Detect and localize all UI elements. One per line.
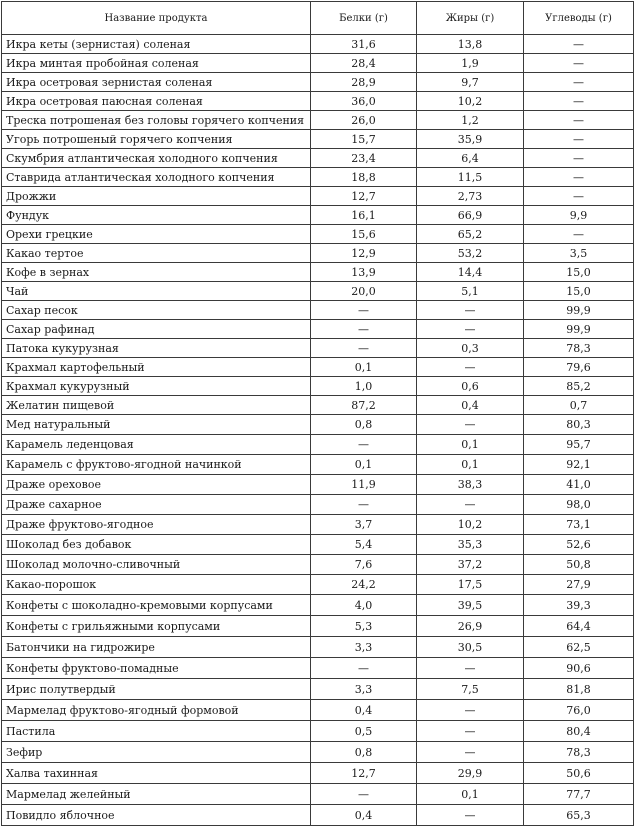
cell-protein: 1,0	[311, 377, 417, 396]
cell-product-name: Дрожжи	[2, 187, 311, 206]
cell-product-name: Пастила	[2, 721, 311, 742]
cell-carbs: 81,8	[524, 679, 634, 700]
cell-protein: 3,7	[311, 515, 417, 535]
cell-product-name: Повидло яблочное	[2, 805, 311, 826]
table-row	[2, 263, 634, 282]
cell-protein: 16,1	[311, 206, 417, 225]
cell-protein: 31,6	[311, 35, 417, 54]
cell-protein: 0,4	[311, 700, 417, 721]
table-row	[2, 92, 634, 111]
cell-carbs: 90,6	[524, 658, 634, 679]
table-row	[2, 515, 634, 535]
header-carbs: Углеводы (г)	[524, 2, 634, 35]
table-row	[2, 784, 634, 805]
cell-carbs: 50,6	[524, 763, 634, 784]
cell-protein: 0,4	[311, 805, 417, 826]
cell-protein: 15,6	[311, 225, 417, 244]
cell-protein: 26,0	[311, 111, 417, 130]
cell-fat: 17,5	[417, 575, 524, 595]
cell-product-name: Икра осетровая зернистая соленая	[2, 73, 311, 92]
cell-product-name: Мармелад желейный	[2, 784, 311, 805]
cell-protein: 18,8	[311, 168, 417, 187]
cell-protein: 5,3	[311, 616, 417, 637]
cell-fat: —	[417, 358, 524, 377]
table-row	[2, 339, 634, 358]
cell-protein: 87,2	[311, 396, 417, 415]
cell-carbs: 0,7	[524, 396, 634, 415]
cell-product-name: Драже фруктово-ягодное	[2, 515, 311, 535]
cell-carbs: 80,4	[524, 721, 634, 742]
cell-carbs: —	[524, 168, 634, 187]
cell-protein: —	[311, 320, 417, 339]
cell-fat: 39,5	[417, 595, 524, 616]
cell-carbs: 3,5	[524, 244, 634, 263]
table-row	[2, 358, 634, 377]
cell-product-name: Шоколад без добавок	[2, 535, 311, 555]
cell-fat: 0,1	[417, 784, 524, 805]
table-row	[2, 637, 634, 658]
cell-fat: 1,2	[417, 111, 524, 130]
cell-product-name: Икра кеты (зернистая) соленая	[2, 35, 311, 54]
cell-carbs: —	[524, 92, 634, 111]
table-row	[2, 435, 634, 455]
cell-product-name: Сахар песок	[2, 301, 311, 320]
cell-product-name: Орехи грецкие	[2, 225, 311, 244]
cell-product-name: Драже ореховое	[2, 475, 311, 495]
cell-product-name: Какао тертое	[2, 244, 311, 263]
table-row	[2, 168, 634, 187]
cell-fat: 0,4	[417, 396, 524, 415]
cell-product-name: Фундук	[2, 206, 311, 225]
table-row	[2, 475, 634, 495]
cell-carbs: —	[524, 73, 634, 92]
cell-carbs: 65,3	[524, 805, 634, 826]
table-row	[2, 742, 634, 763]
cell-product-name: Шоколад молочно-сливочный	[2, 555, 311, 575]
cell-fat: —	[417, 721, 524, 742]
cell-protein: 0,5	[311, 721, 417, 742]
cell-carbs: 98,0	[524, 495, 634, 515]
cell-protein: —	[311, 301, 417, 320]
cell-product-name: Конфеты с шоколадно-кремовыми корпусами	[2, 595, 311, 616]
table-row	[2, 244, 634, 263]
table-row	[2, 595, 634, 616]
cell-fat: —	[417, 805, 524, 826]
cell-fat: 26,9	[417, 616, 524, 637]
table-row	[2, 575, 634, 595]
table-row	[2, 320, 634, 339]
cell-fat: 29,9	[417, 763, 524, 784]
cell-protein: 0,1	[311, 455, 417, 475]
cell-product-name: Мед натуральный	[2, 415, 311, 435]
cell-fat: 10,2	[417, 515, 524, 535]
cell-carbs: 15,0	[524, 282, 634, 301]
cell-product-name: Зефир	[2, 742, 311, 763]
cell-protein: 24,2	[311, 575, 417, 595]
table-row	[2, 73, 634, 92]
cell-fat: —	[417, 415, 524, 435]
header-row	[2, 2, 634, 35]
cell-carbs: 78,3	[524, 339, 634, 358]
cell-product-name: Треска потрошеная без головы горячего копчения	[2, 111, 311, 130]
cell-fat: 37,2	[417, 555, 524, 575]
cell-carbs: —	[524, 54, 634, 73]
cell-fat: —	[417, 320, 524, 339]
header-fat: Жиры (г)	[417, 2, 524, 35]
table-row	[2, 301, 634, 320]
cell-product-name: Патока кукурузная	[2, 339, 311, 358]
table-row	[2, 535, 634, 555]
cell-carbs: 99,9	[524, 301, 634, 320]
cell-fat: —	[417, 700, 524, 721]
table-row	[2, 130, 634, 149]
cell-carbs: —	[524, 111, 634, 130]
table-body	[2, 35, 634, 826]
cell-product-name: Скумбрия атлантическая холодного копчения	[2, 149, 311, 168]
cell-product-name: Какао-порошок	[2, 575, 311, 595]
cell-protein: 28,4	[311, 54, 417, 73]
table-row	[2, 455, 634, 475]
cell-product-name: Сахар рафинад	[2, 320, 311, 339]
cell-product-name: Ставрида атлантическая холодного копчения	[2, 168, 311, 187]
cell-carbs: 52,6	[524, 535, 634, 555]
cell-fat: 0,1	[417, 435, 524, 455]
cell-protein: 36,0	[311, 92, 417, 111]
cell-product-name: Крахмал кукурузный	[2, 377, 311, 396]
cell-product-name: Драже сахарное	[2, 495, 311, 515]
cell-protein: 5,4	[311, 535, 417, 555]
cell-fat: 0,6	[417, 377, 524, 396]
cell-protein: —	[311, 435, 417, 455]
cell-fat: —	[417, 495, 524, 515]
cell-protein: 12,7	[311, 763, 417, 784]
cell-carbs: 85,2	[524, 377, 634, 396]
cell-fat: 66,9	[417, 206, 524, 225]
cell-carbs: 77,7	[524, 784, 634, 805]
table-row	[2, 679, 634, 700]
cell-fat: 10,2	[417, 92, 524, 111]
cell-fat: —	[417, 658, 524, 679]
cell-fat: 0,3	[417, 339, 524, 358]
cell-fat: 14,4	[417, 263, 524, 282]
table-row	[2, 187, 634, 206]
cell-protein: 12,7	[311, 187, 417, 206]
cell-product-name: Икра осетровая паюсная соленая	[2, 92, 311, 111]
table-row	[2, 658, 634, 679]
cell-product-name: Ирис полутвердый	[2, 679, 311, 700]
cell-fat: 9,7	[417, 73, 524, 92]
cell-fat: —	[417, 742, 524, 763]
table-row	[2, 396, 634, 415]
nutrition-table	[1, 1, 634, 826]
cell-carbs: 92,1	[524, 455, 634, 475]
cell-protein: 13,9	[311, 263, 417, 282]
table-row	[2, 763, 634, 784]
cell-carbs: 73,1	[524, 515, 634, 535]
cell-product-name: Конфеты с грильяжными корпусами	[2, 616, 311, 637]
cell-fat: 2,73	[417, 187, 524, 206]
table-row	[2, 149, 634, 168]
cell-protein: —	[311, 495, 417, 515]
cell-product-name: Угорь потрошеный горячего копчения	[2, 130, 311, 149]
table-row	[2, 111, 634, 130]
cell-carbs: 62,5	[524, 637, 634, 658]
cell-carbs: 9,9	[524, 206, 634, 225]
cell-product-name: Мармелад фруктово-ягодный формовой	[2, 700, 311, 721]
cell-fat: 65,2	[417, 225, 524, 244]
cell-fat: 30,5	[417, 637, 524, 658]
cell-fat: 35,3	[417, 535, 524, 555]
table-row	[2, 415, 634, 435]
cell-protein: 0,8	[311, 415, 417, 435]
cell-carbs: —	[524, 130, 634, 149]
cell-carbs: 95,7	[524, 435, 634, 455]
cell-carbs: 50,8	[524, 555, 634, 575]
cell-fat: 6,4	[417, 149, 524, 168]
table-row	[2, 721, 634, 742]
table-row	[2, 700, 634, 721]
cell-fat: 38,3	[417, 475, 524, 495]
cell-product-name: Карамель с фруктово-ягодной начинкой	[2, 455, 311, 475]
table-row	[2, 616, 634, 637]
table-row	[2, 54, 634, 73]
table-row	[2, 805, 634, 826]
cell-fat: 53,2	[417, 244, 524, 263]
cell-protein: 23,4	[311, 149, 417, 168]
cell-carbs: —	[524, 187, 634, 206]
cell-protein: 0,8	[311, 742, 417, 763]
cell-product-name: Крахмал картофельный	[2, 358, 311, 377]
cell-product-name: Кофе в зернах	[2, 263, 311, 282]
header-protein: Белки (г)	[311, 2, 417, 35]
cell-product-name: Халва тахинная	[2, 763, 311, 784]
cell-protein: 15,7	[311, 130, 417, 149]
cell-fat: 0,1	[417, 455, 524, 475]
cell-protein: —	[311, 339, 417, 358]
cell-carbs: 64,4	[524, 616, 634, 637]
cell-fat: 1,9	[417, 54, 524, 73]
cell-protein: 11,9	[311, 475, 417, 495]
cell-product-name: Икра минтая пробойная соленая	[2, 54, 311, 73]
table-row	[2, 35, 634, 54]
cell-product-name: Чай	[2, 282, 311, 301]
cell-product-name: Желатин пищевой	[2, 396, 311, 415]
cell-carbs: 41,0	[524, 475, 634, 495]
cell-carbs: 99,9	[524, 320, 634, 339]
cell-carbs: —	[524, 35, 634, 54]
cell-protein: 28,9	[311, 73, 417, 92]
cell-product-name: Карамель леденцовая	[2, 435, 311, 455]
header-product-name: Название продукта	[2, 2, 311, 35]
table-row	[2, 282, 634, 301]
cell-fat: —	[417, 301, 524, 320]
cell-fat: 7,5	[417, 679, 524, 700]
cell-carbs: 80,3	[524, 415, 634, 435]
cell-protein: 4,0	[311, 595, 417, 616]
cell-fat: 35,9	[417, 130, 524, 149]
cell-carbs: 39,3	[524, 595, 634, 616]
cell-protein: 20,0	[311, 282, 417, 301]
cell-protein: 3,3	[311, 637, 417, 658]
table-row	[2, 206, 634, 225]
cell-carbs: 79,6	[524, 358, 634, 377]
cell-carbs: 27,9	[524, 575, 634, 595]
cell-carbs: 78,3	[524, 742, 634, 763]
cell-carbs: —	[524, 149, 634, 168]
cell-protein: 0,1	[311, 358, 417, 377]
cell-protein: 3,3	[311, 679, 417, 700]
cell-protein: —	[311, 784, 417, 805]
table-row	[2, 495, 634, 515]
cell-protein: 12,9	[311, 244, 417, 263]
cell-product-name: Батончики на гидрожире	[2, 637, 311, 658]
cell-carbs: 15,0	[524, 263, 634, 282]
cell-fat: 13,8	[417, 35, 524, 54]
cell-protein: 7,6	[311, 555, 417, 575]
cell-product-name: Конфеты фруктово-помадные	[2, 658, 311, 679]
cell-protein: —	[311, 658, 417, 679]
table-row	[2, 225, 634, 244]
cell-carbs: 76,0	[524, 700, 634, 721]
cell-fat: 5,1	[417, 282, 524, 301]
cell-carbs: —	[524, 225, 634, 244]
table-row	[2, 377, 634, 396]
table-header	[2, 2, 634, 35]
cell-fat: 11,5	[417, 168, 524, 187]
table-row	[2, 555, 634, 575]
